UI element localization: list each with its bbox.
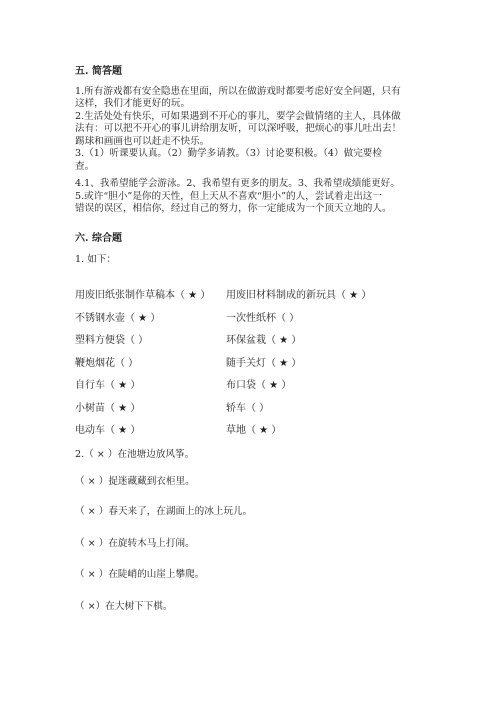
grid-item: 草地（ ★ ） [226,425,282,436]
grid-row [75,376,405,399]
grid-row [75,354,405,377]
answer-line: 错误的误区，相信你，经过自己的努力，你一定能成为一个顶天立地的人。 [75,203,392,214]
grid-item: 不锈钢水壶（ ★ ） [75,312,161,324]
grid-item: 用废旧纸张制作草稿本（ ★ ） [75,290,211,301]
question-2-line: （ × ）在陡峭的山崖上攀爬。 [75,569,205,580]
question-1-label: 1. 如下： [75,254,116,265]
answer-line: 查。 [75,161,95,172]
grid-row [75,421,405,444]
grid-item: 布口袋（ ★ ） [226,380,292,391]
answer-line: 1.所有游戏都有安全隐患在里面，所以在做游戏时都要考虑好安全问题，只有 [75,86,401,97]
section5-title: 五. 简答题 [75,66,122,77]
grid-row [75,286,405,309]
grid-item: 鞭炮烟花（ ） [75,357,139,369]
answer-line: 踢球和画画也可以赶走不快乐。 [75,136,210,147]
grid-row [75,399,405,422]
answer-line: 这样，我们才能更好的玩。 [75,98,191,109]
grid-item: 小树苗（ ★ ） [75,402,141,414]
answer-line: 3.（1）听课要认真。（2）勤学多请教。（3）讨论要积极。（4）做完要检 [75,148,382,159]
grid-item: 轿车（ ） [226,402,270,414]
grid-item: 电动车（ ★ ） [75,425,141,436]
grid-item: 用废旧材料制成的新玩具（ ★ ） [226,290,372,301]
classification-grid [75,286,405,444]
grid-item: 塑料方便袋（ ） [75,335,149,346]
grid-row [75,331,405,354]
question-2-line: （ ×）在大树下下棋。 [75,601,173,612]
answer-line: 5.或许“胆小”是你的天性，但上天从不喜欢“胆小”的人，尝试着走出这一 [75,191,382,202]
section6-title: 六. 综合题 [75,233,122,244]
answer-line: 4.1、我希望能学会游泳。2、我希望有更多的朋友。3、我希望成绩能更好。 [75,178,400,189]
grid-item: 自行车（ ★ ） [75,380,141,391]
question-2-line: （ × ）捉迷藏藏到衣柜里。 [75,476,195,487]
grid-item: 环保盆栽（ ★ ） [226,335,302,346]
grid-row [75,309,405,332]
grid-item: 一次性纸杯（ ） [226,312,300,324]
question-2-line: 2.（ × ）在池塘边放风筝。 [75,449,195,460]
answer-line: 法有：可以把不开心的事儿讲给朋友听，可以深呼吸，把烦心的事儿吐出去！ [75,123,402,134]
answer-line: 2.生活处处有快乐，可如果遇到不开心的事儿，要学会做情绪的主人，具体做 [75,111,401,122]
grid-item: 随手关灯（ ★ ） [226,357,302,369]
question-2-line: （ × ）在旋转木马上打闹。 [75,538,195,549]
question-2-line: （ × ）春天来了，在湖面上的冰上玩儿。 [75,506,253,517]
